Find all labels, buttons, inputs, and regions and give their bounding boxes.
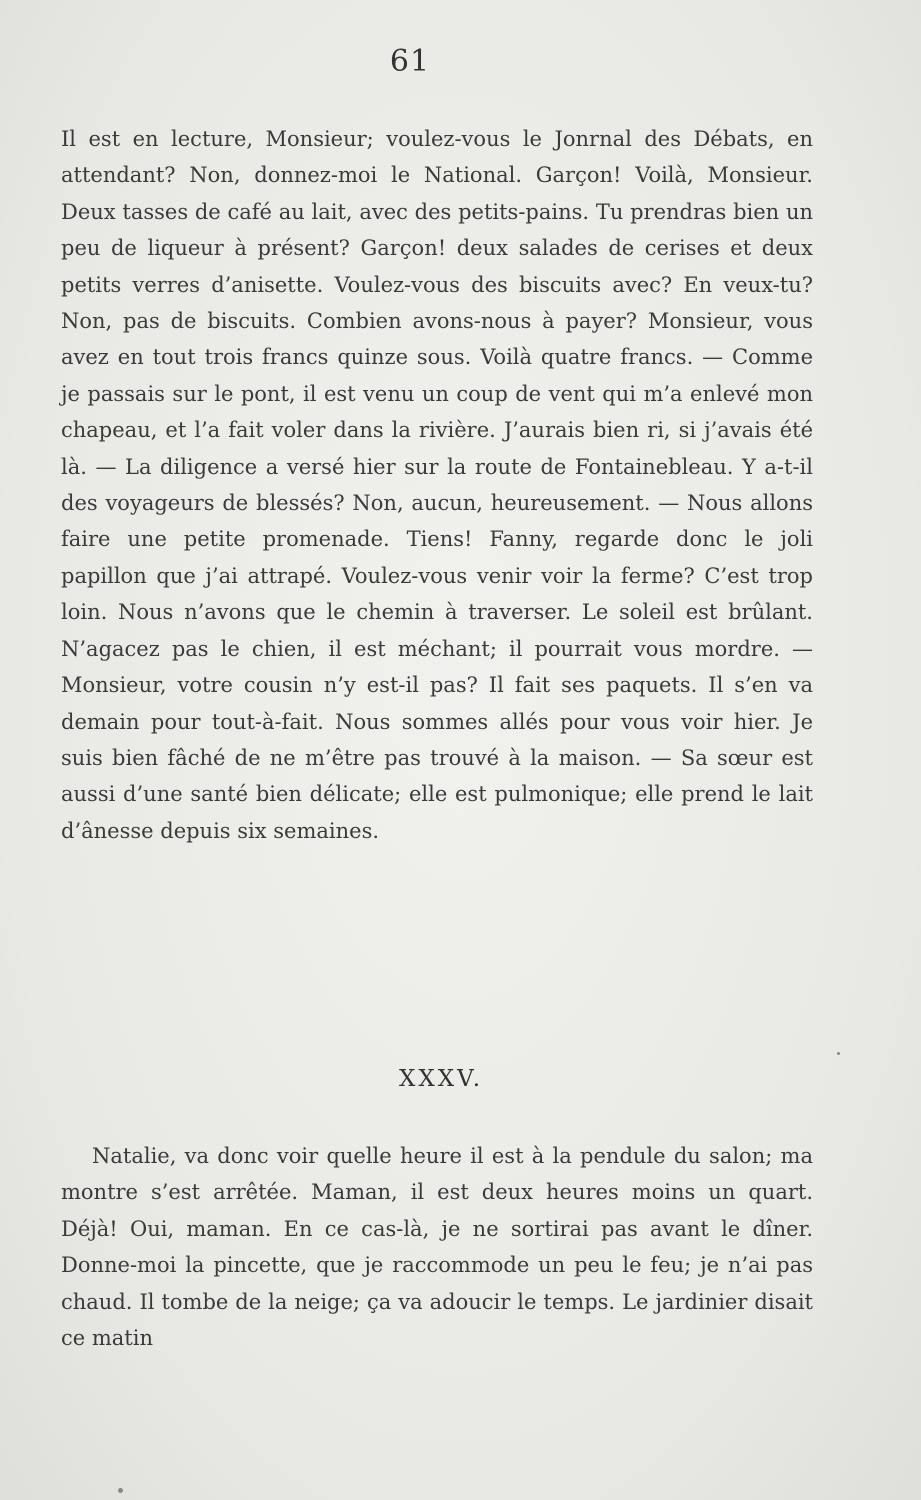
page-number: 61 (389, 44, 431, 79)
section-heading: XXXV. (398, 1066, 484, 1092)
paper-speck (118, 1488, 123, 1493)
body-paragraph: Natalie, va donc voir quelle heure il est à la pendule du salon; ma montre s’est arrêtée. Maman, il est deux heures moins un quart. Déjà! Oui, maman. En ce cas-là, je ne sortirai pas avant le dîner. Donne-moi la pincette, que je raccommode un peu le feu; je n’ai pas chaud. Il tombe de la neige; ça va adoucir le temps. Le jardinier disait ce matin (61, 1144, 813, 1351)
body-paragraph: Il est en lecture, Monsieur; voulez-vous le Jonrnal des Débats, en attendant? Non, donnez-moi le National. Garçon! Voilà, Monsieur. Deux tasses de café au lait, avec des petits-pains. Tu prendras bien un peu de liqueur à présent? Garçon! deux salades de cerises et deux petits verres d’anisette. Voulez-vous des biscuits avec? En veux-tu? Non, pas de biscuits. Combien avons-nous à payer? Monsieur, vous avez en tout trois francs quinze sous. Voilà quatre francs. — Comme je passais sur le pont, il est venu un coup de vent qui m’a enlevé mon chapeau, et l’a fait voler dans la rivière. J’aurais bien ri, si j’avais été là. — La diligence a versé hier sur la route de Fontainebleau. Y a-t-il des voyageurs de blessés? Non, aucun, heureusement. — Nous allons faire une petite promenade. Tiens! Fanny, regarde donc le joli papillon que j’ai attrapé. Voulez-vous venir voir la ferme? C’est trop loin. Nous n’avons que le chemin à traverser. Le soleil est brûlant. N’agacez pas le chien, il est méchant; il pourrait vous mordre. — Monsieur, votre cousin n’y est-il pas? Il fait ses paquets. Il s’en va demain pour tout-à-fait. Nous sommes allés pour vous voir hier. Je suis bien fâché de ne m’être pas trouvé à la maison. — Sa sœur est aussi d’une santé bien délicate; elle est pulmonique; elle prend le lait d’ânesse depuis six semaines. (61, 127, 813, 843)
paper-speck (837, 1052, 840, 1055)
